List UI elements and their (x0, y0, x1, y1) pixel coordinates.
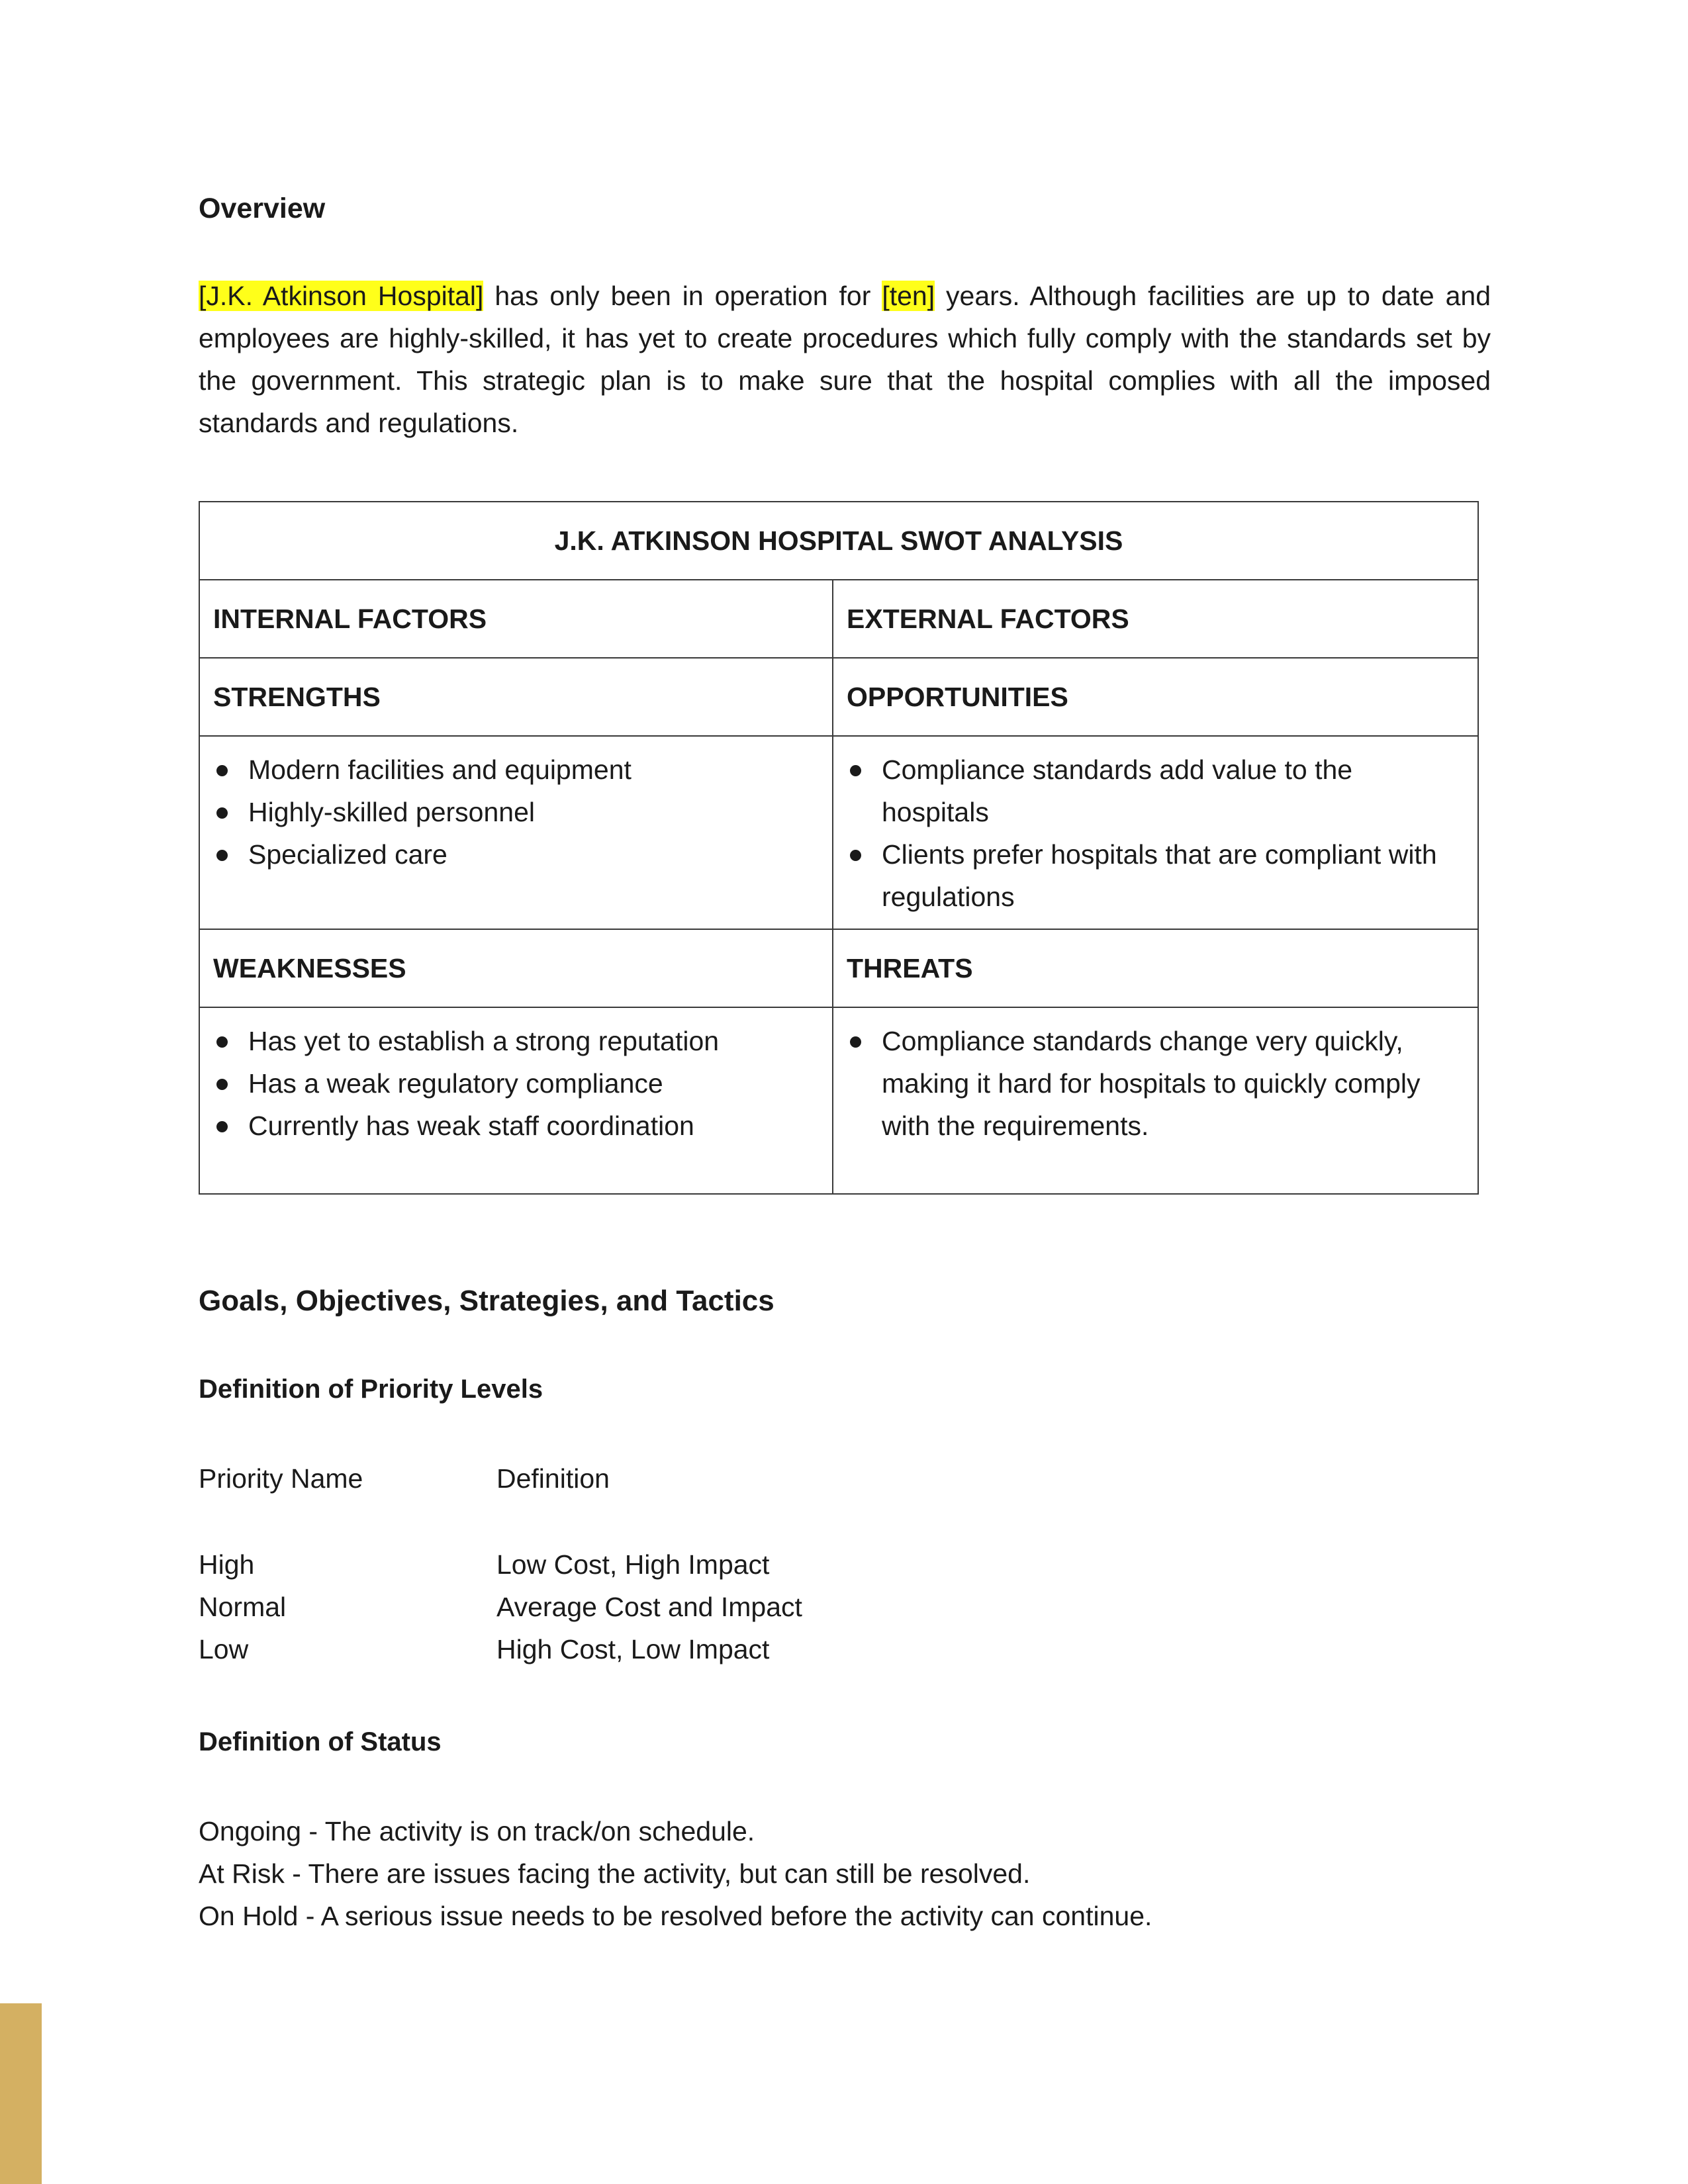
goals-heading: Goals, Objectives, Strategies, and Tactics (199, 1285, 774, 1317)
list-item: Has yet to establish a strong reputation (213, 1020, 819, 1062)
threats-header: THREATS (833, 929, 1478, 1007)
priority-row (199, 1543, 1489, 1586)
swot-title: J.K. ATKINSON HOSPITAL SWOT ANALYSIS (199, 502, 1478, 580)
priority-definition: Average Cost and Impact (496, 1591, 802, 1622)
status-heading: Definition of Status (199, 1727, 442, 1756)
strengths-header: STRENGTHS (199, 658, 833, 736)
priority-definition: Low Cost, High Impact (496, 1549, 770, 1580)
opportunities-list (847, 749, 1464, 918)
weaknesses-cell (199, 1007, 833, 1194)
strengths-list (213, 749, 819, 876)
list-item: Highly-skilled personnel (213, 791, 819, 833)
status-item: At Risk - There are issues facing the activity, but can still be resolved. (199, 1858, 1031, 1889)
list-item: Clients prefer hospitals that are compliant with regulations (847, 833, 1464, 918)
priority-row (199, 1628, 1489, 1670)
list-item: Currently has weak staff coordination (213, 1105, 819, 1147)
swot-table (199, 501, 1479, 1195)
definition-column-label: Definition (496, 1463, 610, 1494)
status-list (199, 1810, 1489, 1937)
external-factors-header: EXTERNAL FACTORS (833, 580, 1478, 658)
threats-cell (833, 1007, 1478, 1194)
opportunities-header: OPPORTUNITIES (833, 658, 1478, 736)
overview-paragraph (199, 275, 1491, 444)
priority-row (199, 1586, 1489, 1628)
list-item: Compliance standards add value to the hospitals (847, 749, 1464, 833)
priority-levels-table (199, 1457, 1489, 1670)
goals-section (199, 1284, 1489, 1937)
status-item: Ongoing - The activity is on track/on schedule. (199, 1815, 755, 1846)
overview-section (199, 192, 1489, 444)
priority-name: Low (199, 1633, 249, 1664)
overview-text-1: has only been in operation for (483, 280, 882, 311)
highlight-hospital-name: [J.K. Atkinson Hospital] (199, 280, 484, 311)
opportunities-cell (833, 736, 1478, 929)
status-item: On Hold - A serious issue needs to be resolved before the activity can continue. (199, 1900, 1152, 1931)
list-item: Has a weak regulatory compliance (213, 1062, 819, 1105)
list-item: Specialized care (213, 833, 819, 876)
priority-name: Normal (199, 1591, 287, 1622)
priority-header-row (199, 1457, 1489, 1500)
priority-levels-heading: Definition of Priority Levels (199, 1374, 543, 1404)
overview-heading: Overview (199, 193, 326, 224)
internal-factors-header: INTERNAL FACTORS (199, 580, 833, 658)
strengths-cell (199, 736, 833, 929)
priority-name: High (199, 1549, 255, 1580)
threats-list (847, 1020, 1464, 1147)
priority-definition: High Cost, Low Impact (496, 1633, 770, 1664)
highlight-years: [ten] (882, 280, 935, 311)
priority-name-column-label: Priority Name (199, 1463, 363, 1494)
decorative-accent-bar (0, 2003, 42, 2184)
weaknesses-header: WEAKNESSES (199, 929, 833, 1007)
list-item: Modern facilities and equipment (213, 749, 819, 791)
weaknesses-list (213, 1020, 819, 1147)
list-item: Compliance standards change very quickly, making it hard for hospitals to quickly comply with the requirements. (847, 1020, 1464, 1147)
overview-text-2: years. Although facilities are up to date and employees are highly-skilled, it has yet to create procedures which fully comply with the standards set by the government. This strategic plan is to make sure that the hospital complies with all the imposed standards and regulations. (199, 280, 1491, 438)
